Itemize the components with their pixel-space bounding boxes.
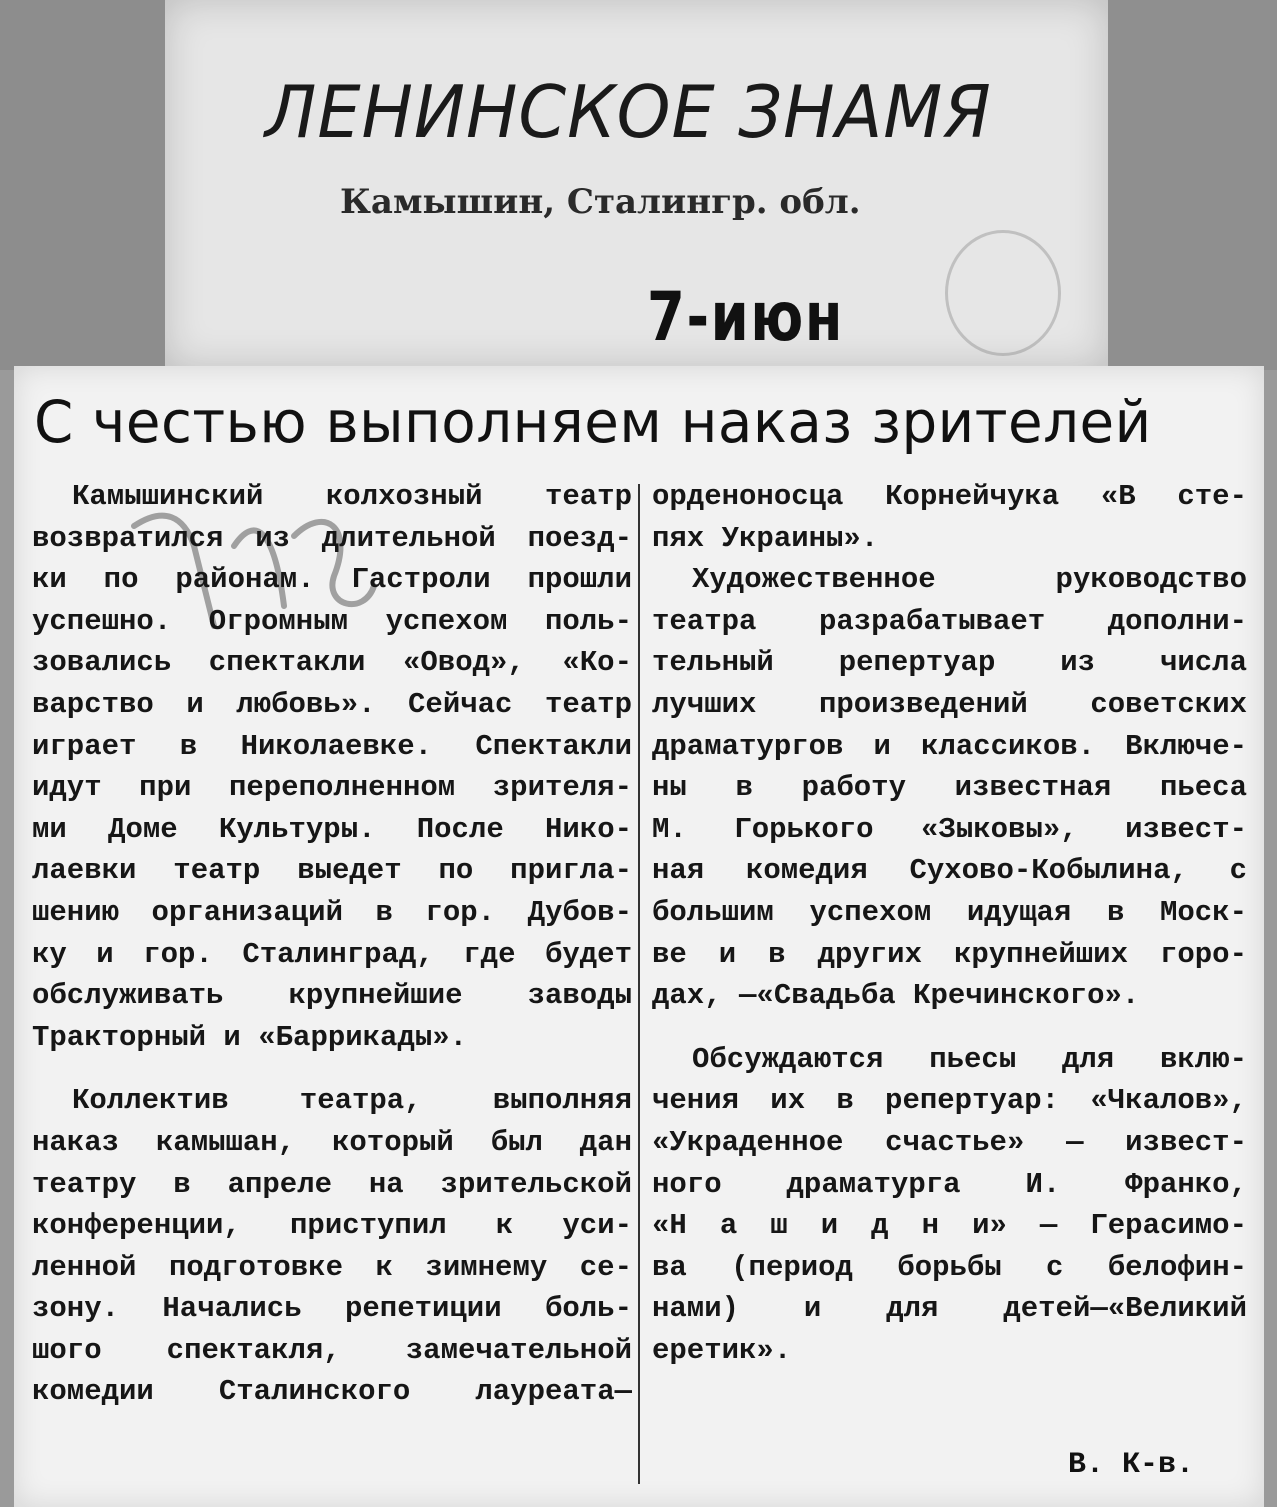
- article-headline: С честью выполняем наказ зрителей: [34, 388, 1152, 456]
- text-line: нами) и для детей—«Великий: [652, 1292, 1247, 1326]
- text-line: пях Украины».: [652, 521, 879, 555]
- newspaper-title: ЛЕНИНСКОЕ ЗНАМЯ: [265, 70, 992, 154]
- text-line: ки по районам. Гастроли прошли: [32, 563, 632, 597]
- paragraph-gap: [32, 1058, 632, 1080]
- text-line: играет в Николаевке. Спектакли: [32, 729, 632, 763]
- text-line: шению организаций в гор. Дубов-: [32, 895, 632, 929]
- text-line: дах, —«Свадьба Кречинского».: [652, 979, 1140, 1013]
- text-line: лаевки театр выедет по пригла-: [32, 854, 632, 888]
- paragraph-gap: [652, 1017, 1247, 1039]
- text-line: ного драматурга И. Франко,: [652, 1167, 1247, 1201]
- text-line: шого спектакля, замечательной: [32, 1333, 632, 1367]
- faded-stamp-mark: [945, 230, 1061, 356]
- article-left-column: [32, 476, 632, 1413]
- text-line: ны в работу известная пьеса: [652, 771, 1247, 805]
- text-line: идут при переполненном зрителя-: [32, 771, 632, 805]
- text-line: комедии Сталинского лауреата—: [32, 1375, 632, 1409]
- text-line: Коллектив театра, выполняя: [72, 1084, 632, 1118]
- article-signature: В. К-в.: [1067, 1448, 1194, 1482]
- column-divider: [638, 484, 640, 1484]
- text-line: ми Доме Культуры. После Нико-: [32, 812, 632, 846]
- text-line: лучших произведений советских: [652, 687, 1247, 721]
- article-clipping: [14, 366, 1264, 1507]
- text-line: конференции, приступил к уси-: [32, 1209, 632, 1243]
- text-line: ва (период борьбы с белофин-: [652, 1250, 1247, 1284]
- text-line: варство и любовь». Сейчас театр: [32, 687, 632, 721]
- text-line: театра разрабатывает дополни-: [652, 604, 1247, 638]
- text-line: ве и в других крупнейших горо-: [652, 937, 1247, 971]
- text-line: Тракторный и «Баррикады».: [32, 1020, 468, 1054]
- text-line: обслуживать крупнейшие заводы: [32, 979, 632, 1013]
- text-line: «Н а ш и д н и» — Герасимо-: [652, 1209, 1247, 1243]
- text-line: возвратился из длительной поезд-: [32, 521, 632, 555]
- text-line: орденоносца Корнейчука «В сте-: [652, 480, 1247, 513]
- masthead-clipping: [165, 0, 1108, 368]
- text-line: успешно. Огромным успехом поль-: [32, 604, 632, 638]
- text-line: наказ камышан, который был дан: [32, 1125, 632, 1159]
- text-line: «Украденное счастье» — извест-: [652, 1125, 1247, 1159]
- text-line: зону. Начались репетиции боль-: [32, 1292, 632, 1326]
- newspaper-city: Камышин, Сталингр. обл.: [340, 182, 861, 222]
- text-line: ная комедия Сухово-Кобылина, с: [652, 854, 1247, 888]
- text-line: чения их в репертуар: «Чкалов»,: [652, 1084, 1247, 1118]
- text-line: Камышинский колхозный театр: [72, 480, 632, 513]
- text-line: драматургов и классиков. Включе-: [652, 729, 1247, 763]
- text-line: Художественное руководство: [692, 563, 1247, 597]
- text-line: еретик».: [652, 1333, 792, 1367]
- text-line: большим успехом идущая в Моск-: [652, 895, 1247, 929]
- article-right-column: [652, 476, 1247, 1371]
- scan-background-right: [1108, 0, 1277, 370]
- text-line: ку и гор. Сталинград, где будет: [32, 937, 632, 971]
- text-line: ленной подготовке к зимнему се-: [32, 1250, 632, 1284]
- date-stamp: 7-июн: [647, 278, 845, 357]
- text-line: театру в апреле на зрительской: [32, 1167, 632, 1201]
- text-line: М. Горького «Зыковы», извест-: [652, 812, 1247, 846]
- text-line: зовались спектакли «Овод», «Ко-: [32, 646, 632, 680]
- text-line: тельный репертуар из числа: [652, 646, 1247, 680]
- scan-background-left: [0, 0, 165, 370]
- text-line: Обсуждаются пьесы для вклю-: [692, 1042, 1247, 1076]
